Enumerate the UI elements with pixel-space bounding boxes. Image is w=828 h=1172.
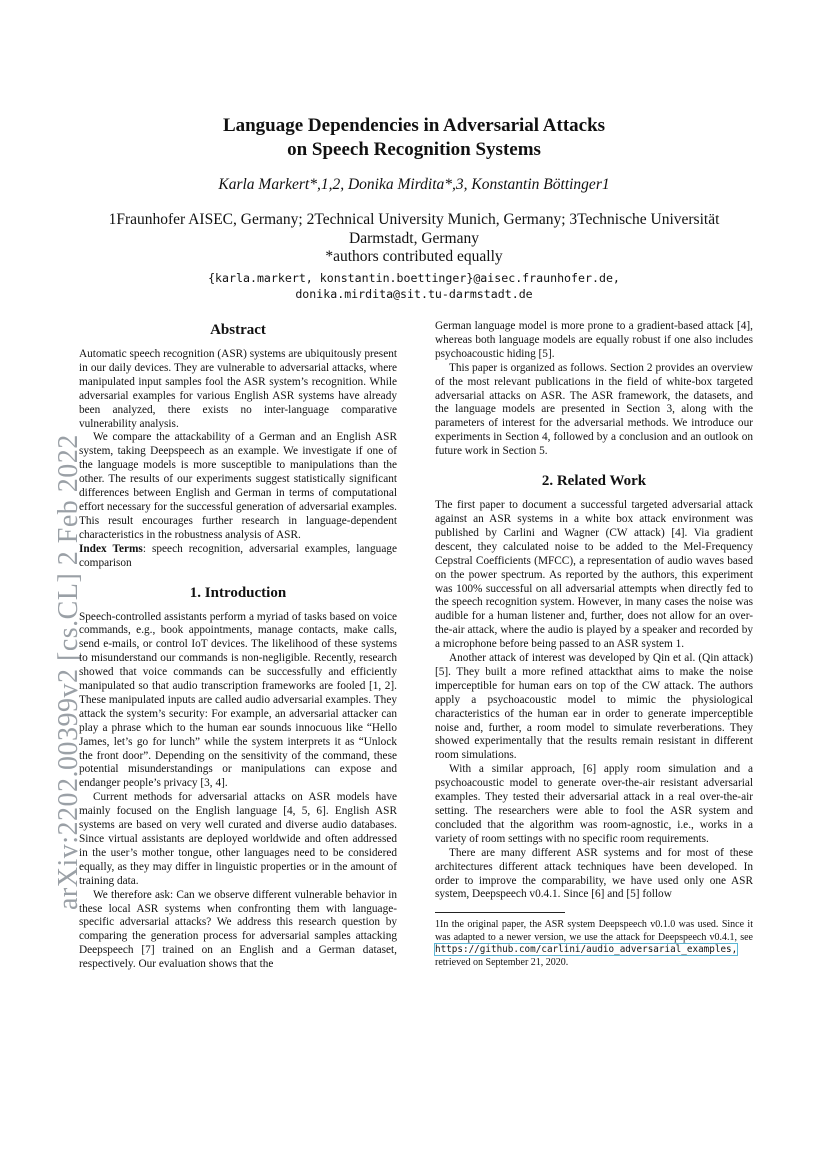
abstract-paragraph: We compare the attackability of a German and an English ASR system, taking Deepspeech as an example. We investigate if one of the language models is more susceptible to manipulations than the other. The results of our experiments suggest statistically significant differences between English and German in terms of computational effort necessary for the successful generation of adversarial examples. This result encourages further research in language-dependent characteristics in the robustness analysis of ASR.: [79, 431, 397, 541]
left-column: [79, 320, 397, 972]
affiliation-line-1: 1Fraunhofer AISEC, Germany; 2Technical University Munich, Germany; 3Technische Universität: [108, 211, 720, 228]
footnote-link[interactable]: https://github.com/carlini/audio_adversarial_examples,: [435, 944, 738, 956]
paper-title: [120, 114, 708, 162]
intro-paragraph: Current methods for adversarial attacks on ASR models have mainly focused on the English language [4, 5, 6]. English ASR systems are based on very well curated and diverse audio databases. Since virtual assistants are deployed worldwide and often addressed in the user’s mother tongue, other languages need to be considered equally, as they may differ in linguistic properties or in the amount of training data.: [79, 791, 397, 887]
email-line-2: donika.mirdita@sit.tu-darmstadt.de: [295, 287, 533, 301]
related-paragraph: The first paper to document a successful targeted adversarial attack against an ASR systems in a white box attack environment was published by Carlini and Wagner (CW attack) [4]. Via gradient descent, they calculated noise to be added to the Mel-Frequency Cepstral Coefficients (MFCC), a representation of audio waves based on the power spectrum. As reported by the authors, this experiment was 100% successful on all adversarial attempts when directly fed to the speech recognition system. However, in many cases the noise was audible for a human listener and, further, does not allow for an over-the-air attack, where the audio is played by a speaker and recorded by a microphone before being passed to an ASR system 1.: [435, 499, 753, 651]
right-column: [435, 320, 753, 969]
index-terms: [79, 543, 397, 571]
intro-paragraph: We therefore ask: Can we observe different vulnerable behavior in these local ASR systems when confronting them with language-specific adversarial attacks? We address this research question by comparing the generation process for adversarial samples attacking Deepspeech [7] trained on an English and a German dataset, respectively. Our evaluation shows that the: [79, 888, 397, 971]
footnote-tail: retrieved on September 21, 2020.: [435, 956, 569, 968]
index-terms-text: : speech recognition, adversarial examples, language comparison: [79, 542, 397, 569]
title-line-1: Language Dependencies in Adversarial Attacks: [222, 115, 606, 136]
footnote-text: 1In the original paper, the ASR system Deepspeech v0.1.0 was used. Since it was adapted to a newer version, we use the attack for Deepspeech v0.4.1, see: [435, 919, 753, 943]
intro-paragraph: Speech-controlled assistants perform a myriad of tasks based on voice commands, e.g., book appointments, manage contacts, make calls, send e-mails, or control IoT devices. The likelihood of these systems to misunderstand our commands is non-negligible. Recently, research showed that voice commands can be successfully and efficiently manipulated so that audio transcription frameworks are fooled [1, 2]. These manipulated inputs are called audio adversarial examples. They attack the system’s security: For example, an adversarial attacker can play a phrase which to the human ear sounds innocuous like “Hello James, let’s go for lunch” while the system interprets it as “Unlock the front door”. Depending on the sensitivity of the command, these potential misunderstandings or manipulations can expose and endanger people’s privacy [3, 4].: [79, 610, 397, 790]
index-terms-label: Index Terms: [79, 542, 143, 555]
equal-contribution-note: *authors contributed equally: [325, 248, 503, 265]
related-paragraph: With a similar approach, [6] apply room simulation and a psychoacoustic model to generate over-the-air resistant adversarial examples. They tested their adversarial attack in a real over-the-air setting. The researchers were able to fool the ASR system and concluded that the algorithm was room-agnostic, i.e., works in a variety of room settings with no specific room requirements.: [435, 763, 753, 845]
affiliation-line-2: Darmstadt, Germany: [349, 230, 479, 247]
footnote: [435, 919, 753, 969]
author-emails: [120, 270, 708, 302]
introduction-heading: 1. Introduction: [189, 584, 287, 601]
author-list: Karla Markert*,1,2, Donika Mirdita*,3, Konstantin Böttinger1: [218, 176, 610, 193]
arxiv-stamp: [6, 350, 84, 910]
footnote-rule: [435, 912, 565, 913]
abstract-heading: Abstract: [210, 322, 266, 338]
email-line-1: {karla.markert, konstantin.boettinger}@aisec.fraunhofer.de,: [208, 271, 620, 285]
body-paragraph: This paper is organized as follows. Section 2 provides an overview of the most relevant publications in the field of white-box targeted adversarial attacks on ASR. The ASR framework, the datasets, and the language models are presented in Section 3, along with the parameters of interest for the adversarial methods. We introduce our experiments in Section 4, followed by a conclusion and an outlook on future work in Section 5.: [435, 361, 753, 458]
arxiv-id: arXiv:2202.00399v2 [cs.CL] 2 Feb 2022: [53, 434, 84, 910]
related-paragraph: Another attack of interest was developed by Qin et al. (Qin attack) [5]. They built a more refined attackthat aims to make the noise imperceptible for human ears on top of the CW attack. The authors apply a psychoacoustic model to mimic the physiological characteristics of the human ear in order to generate imperceptible noise and, further, a room model to simulate reverberations. They showed experimentally that the results remain resistant in different room simulations.: [435, 652, 753, 762]
title-line-2: on Speech Recognition Systems: [287, 139, 541, 160]
related-work-heading: 2. Related Work: [541, 473, 647, 490]
affiliations: [80, 210, 748, 248]
abstract-paragraph: Automatic speech recognition (ASR) systems are ubiquitously present in our daily devices. They are vulnerable to adversarial attacks, where manipulated input samples fool the ASR system’s recognition. While adversarial examples for various English ASR systems have already been analyzed, there exists no inter-language comparative vulnerability analysis.: [79, 348, 397, 430]
body-paragraph: German language model is more prone to a gradient-based attack [4], whereas both language models are equally robust if one also includes psychoacoustic hiding [5].: [435, 320, 753, 360]
related-paragraph: There are many different ASR systems and for most of these architectures different attack techniques have been developed. In order to improve the comparability, we have used only one ASR system, Deepspeech v0.4.1. Since [6] and [5] follow: [435, 846, 753, 901]
